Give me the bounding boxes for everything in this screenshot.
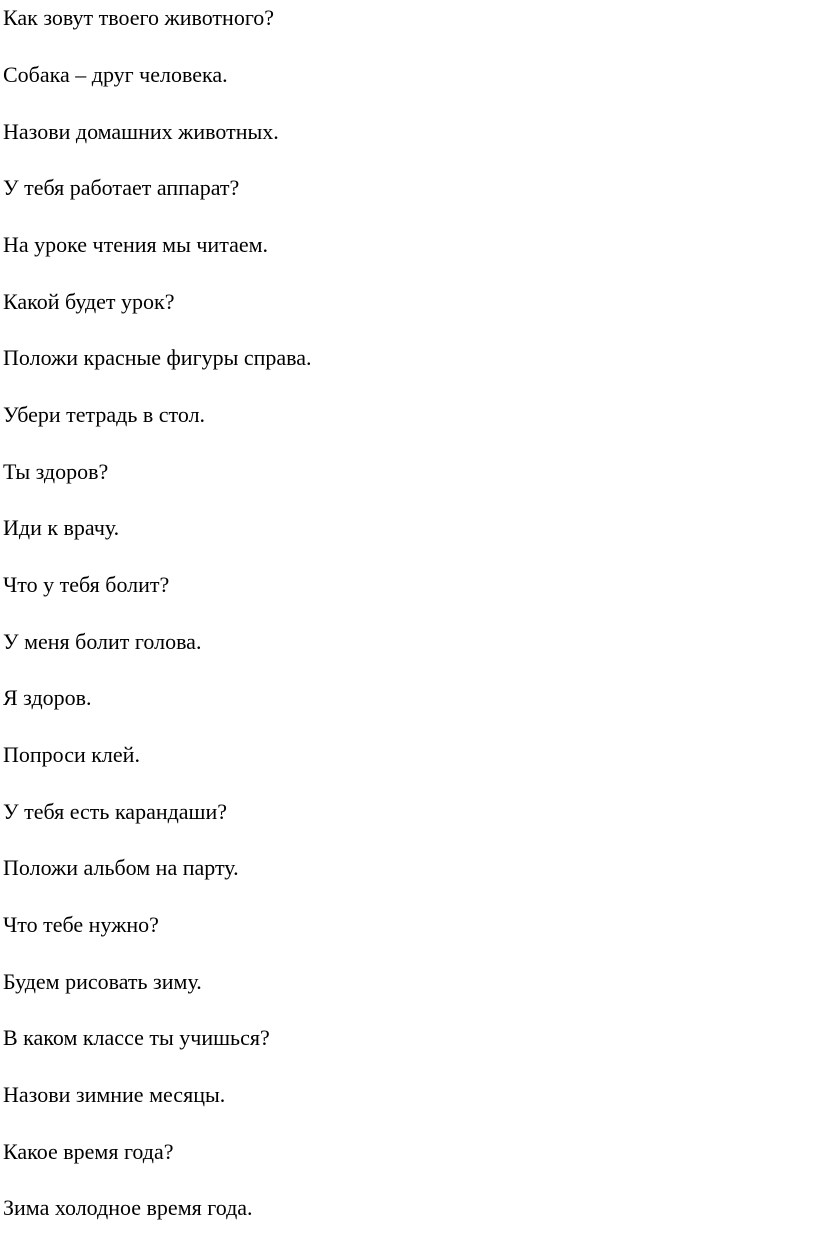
text-line: У тебя работает аппарат? — [3, 175, 240, 200]
text-line: Будем рисовать зиму. — [3, 969, 202, 994]
text-line: Назови домашних животных. — [3, 119, 279, 144]
text-line: Я здоров. — [3, 685, 92, 710]
text-line: Попроси клей. — [3, 742, 140, 767]
text-line: Что тебе нужно? — [3, 912, 159, 937]
text-line: У меня болит голова. — [3, 629, 202, 654]
text-line: Положи альбом на парту. — [3, 855, 239, 880]
text-line: На уроке чтения мы читаем. — [3, 232, 269, 257]
text-line: Собака – друг человека. — [3, 62, 228, 87]
text-line: Какой будет урок? — [3, 289, 175, 314]
text-line: У тебя есть карандаши? — [3, 799, 228, 824]
text-line: Ты здоров? — [3, 459, 109, 484]
text-line: Иди к врачу. — [3, 515, 120, 540]
text-line: Убери тетрадь в стол. — [3, 402, 206, 427]
text-line: Назови зимние месяцы. — [3, 1082, 226, 1107]
text-line: Положи красные фигуры справа. — [3, 345, 312, 370]
text-line: Что у тебя болит? — [3, 572, 170, 597]
text-line: Как зовут твоего животного? — [3, 5, 275, 30]
text-line: В каком классе ты учишься? — [3, 1025, 270, 1050]
text-line: Зима холодное время года. — [3, 1195, 253, 1220]
text-line: Какое время года? — [3, 1139, 174, 1164]
